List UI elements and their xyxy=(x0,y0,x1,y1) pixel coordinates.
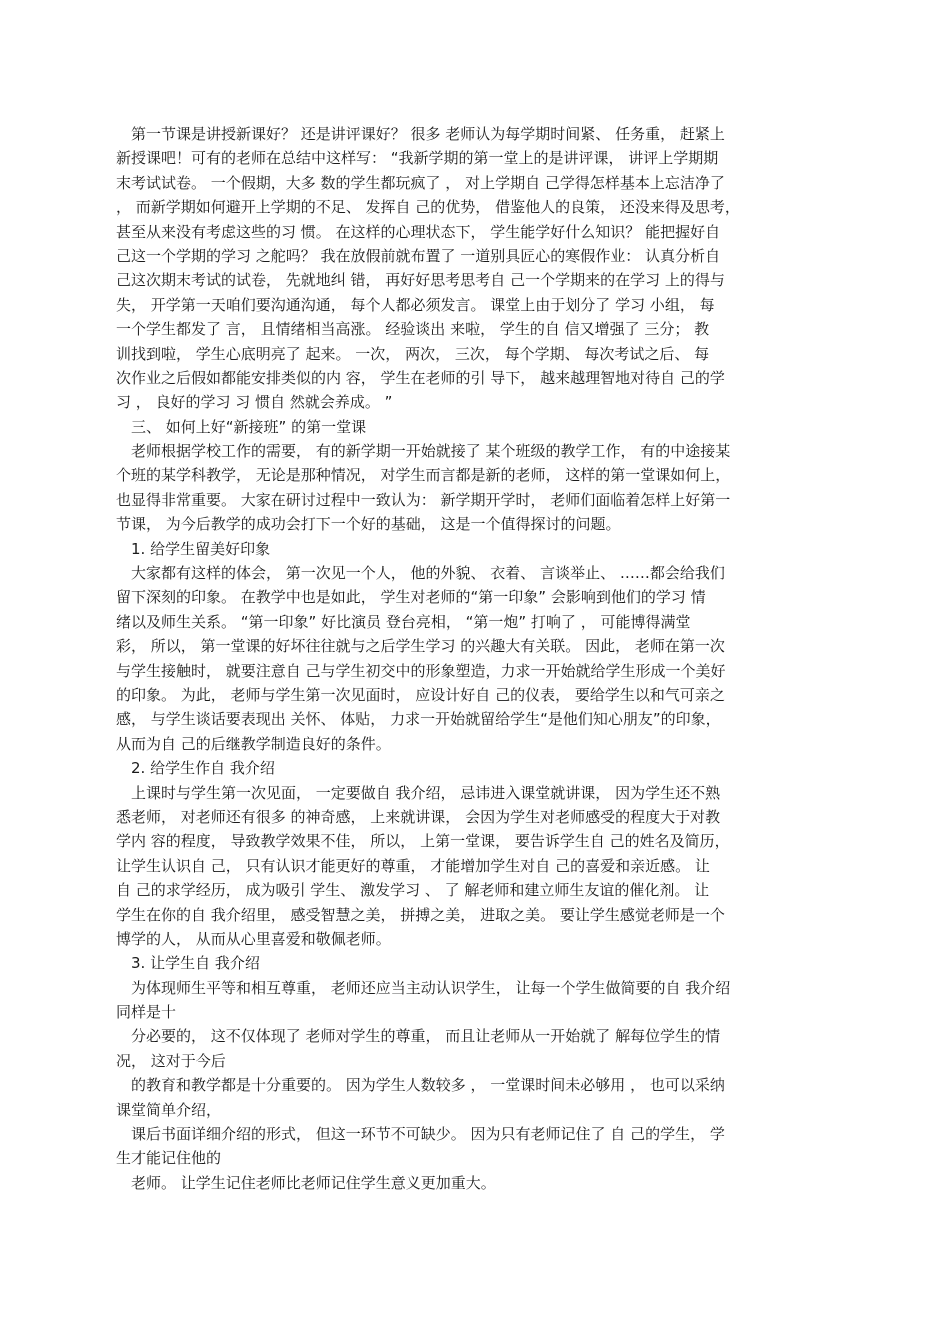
text-line: 习 ， 良好的学习 习 惯自 然就会养成。 ” xyxy=(116,393,393,412)
text-line: 2. 给学生作自 我介绍 xyxy=(116,759,275,778)
text-line: 与学生接触时， 就要注意自 己与学生初交中的形象塑造，力求一开始就给学生形成一个美好 xyxy=(116,661,726,680)
text-line: 课后书面详细介绍的形式， 但这一环节不可缺少。 因为只有老师记住了 自 己的学生， 学 xyxy=(116,1125,725,1144)
text-line: 甚至从来没有考虑这些的习 惯。 在这样的心理状态下， 学生能学好什么知识？ 能把握好自 xyxy=(116,222,721,241)
text-line: 也显得非常重要。 大家在研讨过程中一致认为： 新学期开学时， 老师们面临着怎样上好第一 xyxy=(116,490,731,509)
text-line: 训找到啦， 学生心底明亮了 起来。 一次， 两次， 三次， 每个学期、 每次考试之后、 每 xyxy=(116,344,710,363)
text-line: 自 己的求学经历， 成为吸引 学生、 激发学习 、 了 解老师和建立师生友谊的催化剂。 让 xyxy=(116,881,710,900)
text-line: 同样是十 xyxy=(116,1003,177,1022)
text-line: 的教育和教学都是十分重要的。 因为学生人数较多 ， 一堂课时间未必够用 ， 也可以采纳 xyxy=(116,1076,725,1095)
text-line: 绪以及师生关系。 “第一印象” 好比演员 登台亮相， “第一炮” 打响了 ， 可能博得满堂 xyxy=(116,612,691,631)
text-line: 第一节课是讲授新课好？ 还是讲评课好？ 很多 老师认为每学期时间紧、 任务重， 赶紧上 xyxy=(116,125,725,143)
text-line: 己这一个学期的学习 之舵吗？ 我在放假前就布置了 一道别具匠心的寒假作业： 认真分析自 xyxy=(116,246,721,265)
text-line: 老师根据学校工作的需要， 有的新学期一开始就接了 某个班级的教学工作， 有的中途接某 xyxy=(116,442,731,461)
text-line: 生才能记住他的 xyxy=(116,1149,222,1168)
text-line: 个班的某学科教学， 无论是那种情况， 对学生而言都是新的老师， 这样的第一堂课如何上， xyxy=(116,466,731,485)
text-line: 己这次期末考试的试卷， 先就地纠 错， 再好好思考思考自 己一个学期来的在学习 上的得与 xyxy=(116,271,725,290)
text-line: 大家都有这样的体会， 第一次见一个人， 他的外貌、 衣着、 言谈举止、 ……都会给我们 xyxy=(116,564,725,583)
text-line: 的印象。 为此， 老师与学生第一次见面时， 应设计好自 己的仪表， 要给学生以和气可亲之 xyxy=(116,685,725,704)
text-line: 新授课吧！可有的老师在总结中这样写： “我新学期的第一堂上的是讲评课， 讲评上学期期 xyxy=(116,149,719,168)
text-line: 三、 如何上好“新接班” 的第一堂课 xyxy=(116,417,367,436)
text-line: ， 而新学期如何避开上学期的不足、 发挥自 己的优势， 借鉴他人的良策， 还没来得及思考， xyxy=(116,198,740,217)
text-line: 悉老师， 对老师还有很多 的神奇感， 上来就讲课， 会因为学生对老师感受的程度大于对教 xyxy=(116,807,721,826)
text-line: 失， 开学第一天咱们要沟通沟通， 每个人都必须发言。 课堂上由于划分了 学习 小组， 每 xyxy=(116,295,715,314)
text-line: 节课， 为今后教学的成功会打下一个好的基础， 这是一个值得探讨的问题。 xyxy=(116,515,621,534)
text-line: 3. 让学生自 我介绍 xyxy=(116,954,260,973)
text-line: 学内 容的程度， 导致教学效果不佳， 所以， 上第一堂课， 要告诉学生自 己的姓名及简历， xyxy=(116,832,730,851)
text-line: 为体现师生平等和相互尊重， 老师还应当主动认识学生， 让每一个学生做简要的自 我介绍 xyxy=(116,978,731,997)
text-line: 一个学生都发了 言， 且情绪相当高涨。 经验谈出 来啦， 学生的自 信又增强了 三分； 教 xyxy=(116,320,710,339)
text-line: 老师。 让学生记住老师比老师记住学生意义更加重大。 xyxy=(116,1173,496,1192)
document-body xyxy=(116,122,812,1195)
text-line: 彩， 所以， 第一堂课的好坏往往就与之后学生学习 的兴趣大有关联。 因此， 老师在第一次 xyxy=(116,637,725,656)
text-line: 从而为自 己的后继教学制造良好的条件。 xyxy=(116,734,391,753)
text-line: 分必要的， 这不仅体现了 老师对学生的尊重， 而且让老师从一开始就了 解每位学生的情 xyxy=(116,1027,721,1046)
text-line: 上课时与学生第一次见面， 一定要做自 我介绍， 忌讳进入课堂就讲课， 因为学生还不熟 xyxy=(116,783,721,802)
text-line: 博学的人， 从而从心里喜爱和敬佩老师。 xyxy=(116,929,391,948)
text-line: 让学生认识自 己， 只有认识才能更好的尊重， 才能增加学生对自 己的喜爱和亲近感。 让 xyxy=(116,856,710,875)
text-line: 学生在你的自 我介绍里， 感受智慧之美， 拼搏之美， 进取之美。 要让学生感觉老师是一个 xyxy=(116,905,725,924)
text-line: 次作业之后假如都能安排类似的内 容， 学生在老师的引 导下， 越来越理智地对待自 己的学 xyxy=(116,368,725,387)
text-line: 感， 与学生谈话要表现出 关怀、 体贴， 力求一开始就留给学生“是他们知心朋友”的印象， xyxy=(116,710,721,729)
text-line: 1. 给学生留美好印象 xyxy=(116,539,271,558)
text-line: 留下深刻的印象。 在教学中也是如此， 学生对老师的“第一印象” 会影响到他们的学习 情 xyxy=(116,588,706,607)
text-line: 况， 这对于今后 xyxy=(116,1051,226,1070)
text-line: 课堂简单介绍， xyxy=(116,1100,222,1119)
text-line: 末考试试卷。 一个假期，大多 数的学生都玩疯了 ， 对上学期自 己学得怎样基本上忘洁净了 xyxy=(116,173,725,192)
